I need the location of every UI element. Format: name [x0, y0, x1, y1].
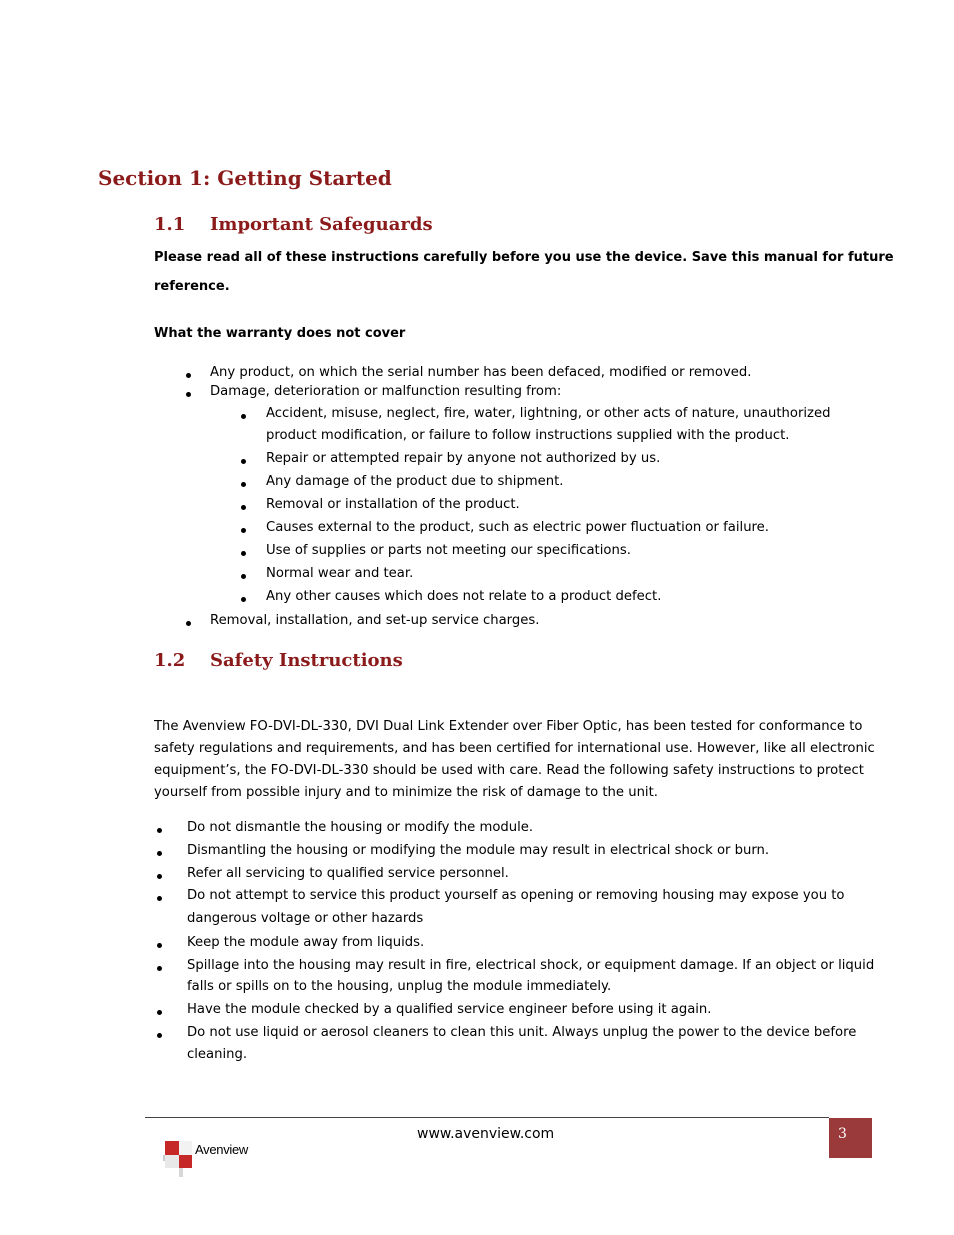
warranty-heading: What the warranty does not cover [154, 326, 406, 341]
paragraph-line: safety regulations and requirements, and has been certified for international use. However, like all electronic [154, 741, 875, 756]
warranty-list-end [210, 613, 539, 628]
heading-text: Safety Instructions [210, 650, 403, 671]
warranty-sublist [266, 406, 830, 612]
page-number-box [829, 1118, 872, 1158]
section-title: Section 1: Getting Started [98, 166, 392, 190]
list-item: Damage, deterioration or malfunction resulting from: [210, 384, 751, 403]
footer-url[interactable]: www.avenview.com [417, 1126, 555, 1142]
list-item: Repair or attempted repair by anyone not authorized by us. [266, 451, 830, 474]
heading-safety-instructions [154, 650, 554, 676]
heading-number: 1.2 [154, 650, 186, 671]
list-item-continuation: cleaning. [187, 1047, 248, 1062]
paragraph-line: The Avenview FO-DVI-DL-330, DVI Dual Link Extender over Fiber Optic, has been tested for conformance to [154, 719, 863, 734]
list-item: Any other causes which does not relate to a product defect. [266, 589, 830, 612]
list-item: Removal or installation of the product. [266, 497, 830, 520]
heading-important-safeguards [154, 214, 554, 240]
paragraph-line: equipment’s, the FO-DVI-DL-330 should be used with care. Read the following safety instructions to protect [154, 763, 864, 778]
warranty-list [210, 365, 751, 403]
list-item: Removal, installation, and set-up service charges. [210, 613, 540, 628]
list-item: Accident, misuse, neglect, fire, water, lightning, or other acts of nature, unauthorized [266, 406, 830, 428]
intro-line-2: reference. [154, 279, 230, 294]
paragraph-line: yourself from possible injury and to minimize the risk of damage to the unit. [154, 785, 658, 800]
heading-number: 1.1 [154, 214, 186, 235]
list-item: Normal wear and tear. [266, 566, 830, 589]
list-item: Do not dismantle the housing or modify the module. [187, 820, 847, 843]
list-item-continuation: product modification, or failure to follow instructions supplied with the product. [266, 428, 790, 443]
intro-line-1: Please read all of these instructions carefully before you use the device. Save this manual for future [154, 250, 894, 265]
list-item: Do not use liquid or aerosol cleaners to clean this unit. Always unplug the power to the device before [187, 1025, 847, 1047]
list-item: Spillage into the housing may result in fire, electrical shock, or equipment damage. If an object or liquid [187, 958, 847, 979]
list-item-continuation: falls or spills on to the housing, unplug the module immediately. [187, 979, 612, 994]
heading-text: Important Safeguards [210, 214, 433, 235]
avenview-logo [163, 1137, 263, 1179]
list-item: Do not attempt to service this product yourself as opening or removing housing may expose you to [187, 888, 847, 911]
list-item: Dismantling the housing or modifying the module may result in electrical shock or burn. [187, 843, 847, 866]
footer-divider [145, 1117, 829, 1118]
page-number: 3 [838, 1126, 847, 1142]
list-item: Refer all servicing to qualified service personnel. [187, 866, 847, 888]
list-item: Have the module checked by a qualified service engineer before using it again. [187, 1002, 847, 1025]
list-item: Any product, on which the serial number has been defaced, modified or removed. [210, 365, 751, 384]
safety-paragraph [154, 716, 875, 804]
list-item: Any damage of the product due to shipment. [266, 474, 830, 497]
list-item: Use of supplies or parts not meeting our specifications. [266, 543, 830, 566]
logo-text: Avenview [195, 1142, 249, 1157]
safety-list [187, 820, 875, 1069]
list-item: Keep the module away from liquids. [187, 935, 847, 958]
list-item-continuation: dangerous voltage or other hazards [187, 911, 424, 926]
list-item: Causes external to the product, such as electric power fluctuation or failure. [266, 520, 830, 543]
